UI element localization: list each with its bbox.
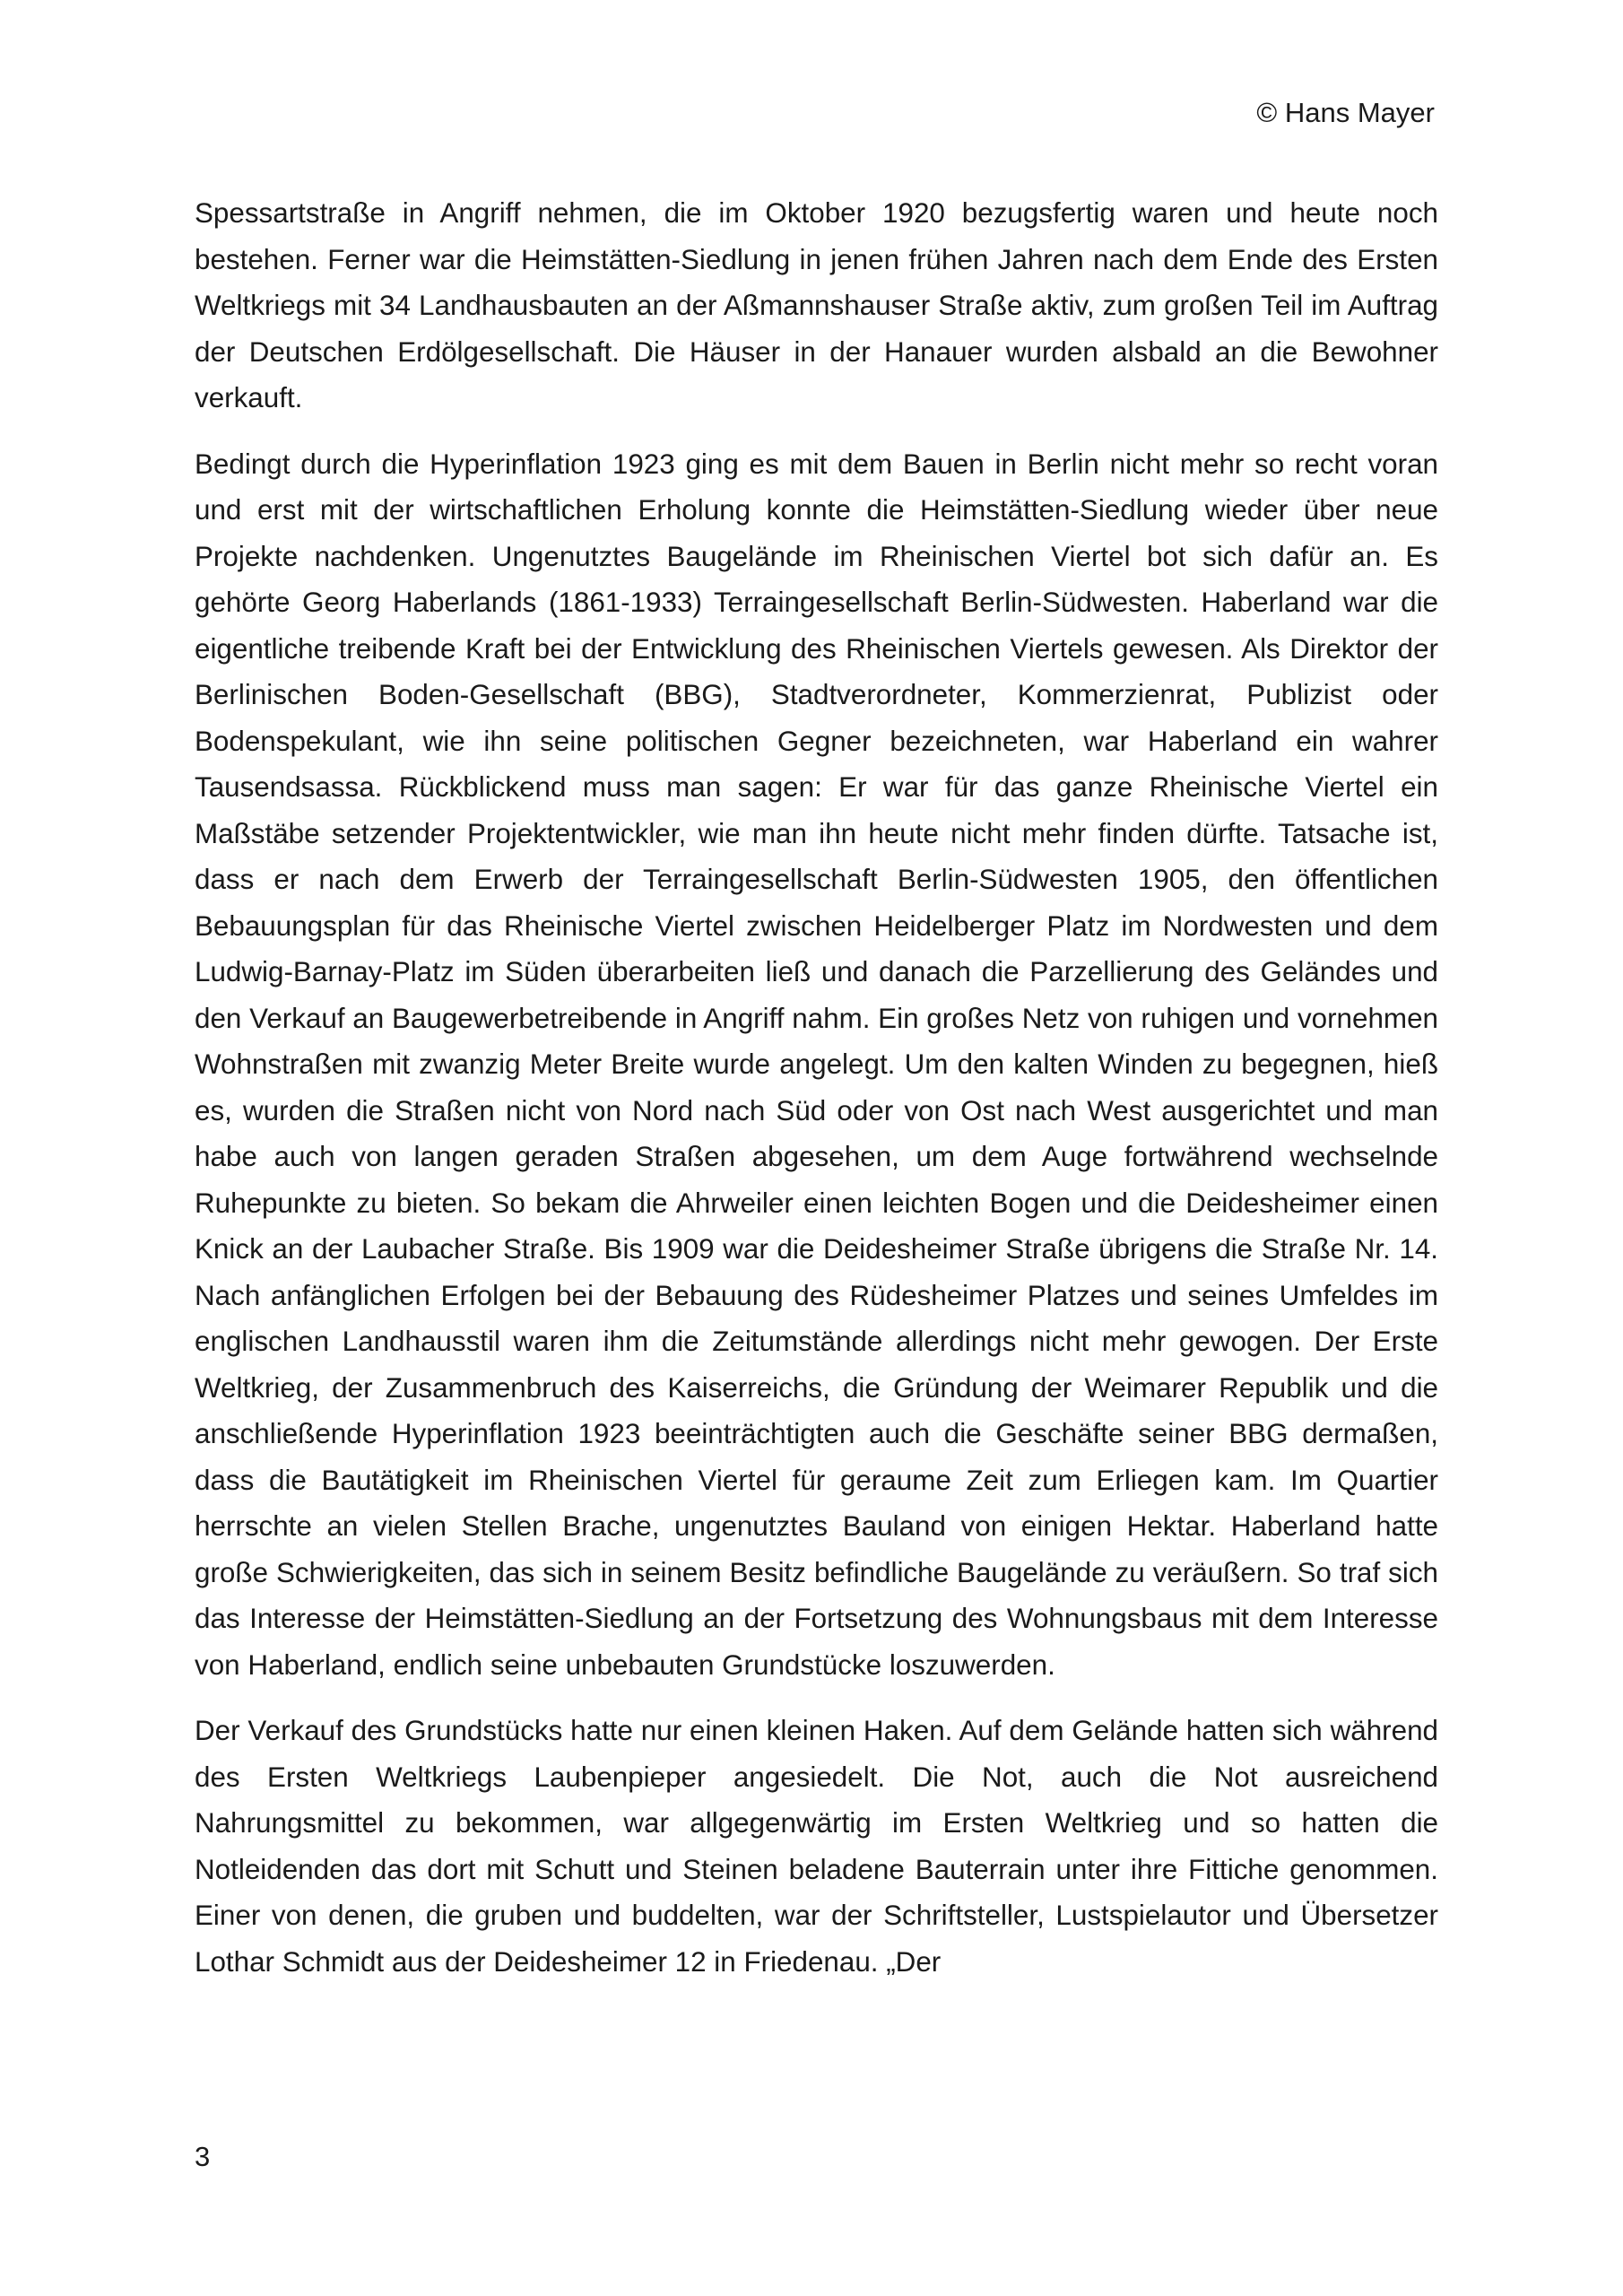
- paragraph: Spessartstraße in Angriff nehmen, die im Oktober 1920 bezugsfertig waren und heute noch bestehen. Ferner war die Heimstätten-Siedlung in jenen frühen Jahren nach dem Ende des Ersten Weltkriegs mit 34 Landhausbauten an der Aßmannshauser Straße aktiv, zum großen Teil im Auftrag der Deutschen Erdölgesellschaft. Die Häuser in der Hanauer wurden alsbald an die Bewohner verkauft.: [195, 197, 1438, 413]
- paragraph: Der Verkauf des Grundstücks hatte nur einen kleinen Haken. Auf dem Gelände hatten sich während des Ersten Weltkriegs Laubenpieper angesiedelt. Die Not, auch die Not ausreichend Nahrungsmittel zu bekommen, war allgegenwärtig im Ersten Weltkrieg und so hatten die Notleidenden das dort mit Schutt und Steinen beladene Bauterrain unter ihre Fittiche genommen. Einer von denen, die gruben und buddelten, war der Schriftsteller, Lustspielautor und Übersetzer Lothar Schmidt aus der Deidesheimer 12 in Friedenau. „Der: [195, 1715, 1438, 1978]
- paragraph: Bedingt durch die Hyperinflation 1923 ging es mit dem Bauen in Berlin nicht mehr so recht voran und erst mit der wirtschaftlichen Erholung konnte die Heimstätten-Siedlung wieder über neue Projekte nachdenken. Ungenutztes Baugelände im Rheinischen Viertel bot sich dafür an. Es gehörte Georg Haberlands (1861-1933) Terraingesellschaft Berlin-Südwesten. Haberland war die eigentliche treibende Kraft bei der Entwicklung des Rheinischen Viertels gewesen. Als Direktor der Berlinischen Boden-Gesellschaft (BBG), Stadtverordneter, Kommerzienrat, Publizist oder Bodenspekulant, wie ihn seine politischen Gegner bezeichneten, war Haberland ein wahrer Tausendsassa. Rückblickend muss man sagen: Er war für das ganze Rheinische Viertel ein Maßstäbe setzender Projektentwickler, wie man ihn heute nicht mehr finden dürfte. Tatsache ist, dass er nach dem Erwerb der Terraingesellschaft Berlin-Südwesten 1905, den öffentlichen Bebauungsplan für das Rheinische Viertel zwischen Heidelberger Platz im Nordwesten und dem Ludwig-Barnay-Platz im Süden überarbeiten ließ und danach die Parzellierung des Geländes und den Verkauf an Baugewerbetreibende in Angriff nahm. Ein großes Netz von ruhigen und vornehmen Wohnstraßen mit zwanzig Meter Breite wurde angelegt. Um den kalten Winden zu begegnen, hieß es, wurden die Straßen nicht von Nord nach Süd oder von Ost nach West ausgerichtet und man habe auch von langen geraden Straßen abgesehen, um dem Auge fortwährend wechselnde Ruhepunkte zu bieten. So bekam die Ahrweiler einen leichten Bogen und die Deidesheimer einen Knick an der Laubacher Straße. Bis 1909 war die Deidesheimer Straße übrigens die Straße Nr. 14. Nach anfänglichen Erfolgen bei der Bebauung des Rüdesheimer Platzes und seines Umfeldes im englischen Landhausstil waren ihm die Zeitumstände allerdings nicht mehr gewogen. Der Erste Weltkrieg, der Zusammenbruch des Kaiserreichs, die Gründung der Weimarer Republik und die anschließende Hyperinflation 1923 beeinträchtigten auch die Geschäfte seiner BBG dermaßen, dass die Bautätigkeit im Rheinischen Viertel für geraume Zeit zum Erliegen kam. Im Quartier herrschte an vielen Stellen Brache, ungenutztes Bauland von einigen Hektar. Haberland hatte große Schwierigkeiten, das sich in seinem Besitz befindliche Baugelände zu veräußern. So traf sich das Interesse der Heimstätten-Siedlung an der Fortsetzung des Wohnungsbaus mit dem Interesse von Haberland, endlich seine unbebauten Grundstücke loszuwerden.: [195, 448, 1438, 1681]
- body-text: [195, 190, 1438, 2005]
- copyright-header: © Hans Mayer: [1256, 97, 1435, 128]
- page-number: 3: [195, 2141, 211, 2172]
